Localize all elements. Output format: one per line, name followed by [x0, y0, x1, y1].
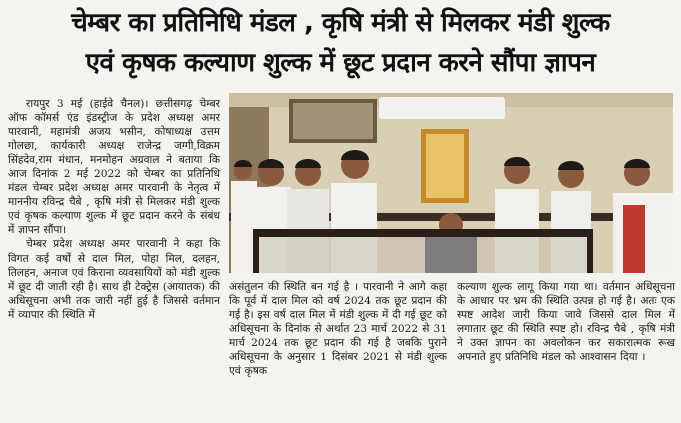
article-paragraph-3: असंतुलन की स्थिति बन गई है । पारवानी ने आगे कहा कि पूर्व में दाल मिल को वर्ष 2024 तक छूट प्रदान की गई है। इस वर्ष दाल मिल में मंडी शुल्क में दी गई छूट को अधिसूचना के दिनांक से अर्थात 23 मार्च 2022 से 31 मार्च 2024 तक छूट प्रदान की गई है जबकि पुराने अधिसूचना के अनुसार 1 दिसंबर 2021 से मंडी शुल्क एवं कृषक — [229, 281, 447, 378]
memorandum-frame — [253, 229, 593, 237]
article-column-2 — [229, 280, 447, 378]
headline-line-2: एवं कृषक कल्याण शुल्क में छूट प्रदान करने सौंपा ज्ञापन — [85, 48, 596, 78]
article-column-1 — [8, 97, 220, 322]
headline-line-1: चेम्बर का प्रतिनिधि मंडल , कृषि मंत्री से मिलकर मंडी शुल्क — [71, 8, 610, 38]
photo-illustration — [229, 93, 673, 273]
article-column-3 — [457, 280, 675, 364]
news-photo — [229, 93, 673, 273]
ac-unit — [379, 97, 505, 119]
article-paragraph-4: कल्याण शुल्क लागू किया गया था। वर्तमान अधिसूचना के आधार पर भ्रम की स्थिति उत्पन्न हो गई है। अतः एक स्पष्ट आदेश जारी किया जावे जिससे दाल मिल में लगातार छूट की स्थिति स्पष्ट हो। रविन्द्र चैबे , कृषि मंत्री ने उक्त ज्ञापन का अवलोकन कर सकारात्मक रूख अपनाते हुए प्रतिनिधि मंडल को आश्वासन दिया । — [457, 281, 675, 364]
article-paragraph-1: रायपुर 3 मई (हाईवे चैनल)। छत्तीसगढ़ चेम्बर ऑफ कॉमर्स एंड इंडस्ट्रीज के प्रदेश अध्यक्ष अमर पारवानी, महामंत्री अजय भसीन, कोषाध्यक्ष उत्तम गोलछा, कार्यकारी अध्यक्ष राजेन्द्र जग्गी,विक्रम सिंहदेव,राम मंधान, मनमोहन अग्रवाल ने बताया कि आज दिनांक 2 मई 2022 को चेम्बर का प्रतिनिधि मंडल चेम्बर प्रदेश अध्यक्ष अमर पारवानी के नेतृत्व में माननीय रविन्द्र चैबे , कृषि मंत्री से मिलकर मंडी शुल्क एवं कृषक कल्याण शुल्क में छूट प्रदान करने के संबंध में ज्ञापन सौंपा। — [8, 98, 220, 237]
article-paragraph-2: चेम्बर प्रदेश अध्यक्ष अमर पारवानी ने कहा कि विगत कई वर्षो से दाल मिल, पोहा मिल, दलहन, तिलहन, अनाज एवं किराना व्यवसायियों को मंडी शुल्क में छूट दी जाती रही है। साथ ही टेक्ट्रेस (आयातक) की अधिसूचना अभी तक जारी नहीं हुई है जिससे वर्तमान में व्यापार की स्थिति में — [8, 238, 220, 321]
